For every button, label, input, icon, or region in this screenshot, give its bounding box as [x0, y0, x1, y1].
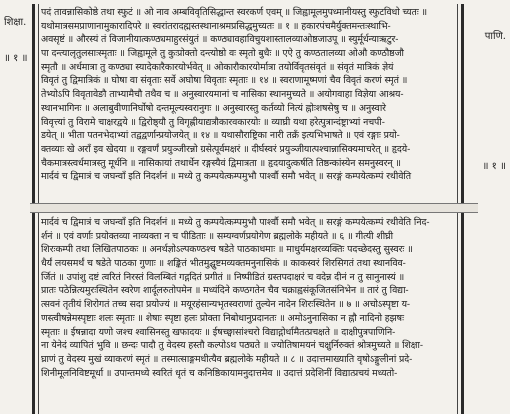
text-line: पा दन्त्यालृतुलसाःस्मृताः ॥ जिह्वामूले तु कुःप्रोक्तो दन्त्योष्ठो वः स्मृतो बुधैः ॥ एऐ तु कण्ठतालव्या ओऔ कण्ठौष्ठजौ	[41, 48, 404, 60]
lower-text-block	[41, 216, 455, 414]
text-line: घ्राणं तु वेदस्य मुखं व्याकरणं स्मृतं ॥ तस्मात्साङ्गमधीत्यैव ब्रह्मलोके महीयते ॥ ८ ॥ उदात्तमाख्याति वृषोऽङ्गुलीनां प्रदे-	[41, 353, 413, 365]
text-line: पदं तावन्नासिकोष्ठे तथा स्फुटं ॥ ओ नाव अम्बविवृतिसिद्धान्त स्वरकर्ण एवम् ॥ जिह्वामूलमुपध्मानीयस्तु स्फुटविधो च्यतः ॥	[41, 7, 428, 18]
right-margin-title: पाणि.	[484, 31, 506, 42]
text-line: शिरःकम्पी तथा लिखितपाठकः ॥ अनर्थज्ञोऽल्पकण्ठश्च षडेते पाठकाधमाः ॥ माधुर्यमक्षरव्यक्तिः पदच्छेदस्तु सुस्वरः ॥	[41, 244, 413, 256]
text-line: धैर्यं लयसमर्थं च षडेते पाठका गुणाः ॥ शङ्कितं भीतमुद्घुष्टमव्यक्तमनुनासिकं ॥ काकस्वरं शिरसिगतं तथा स्थानविव-	[41, 258, 406, 270]
upper-text-block	[41, 6, 455, 206]
right-margin-page-number: ॥ १ ॥	[482, 161, 506, 172]
text-line: अवसृष्टं ॥ औरस्यं तं विजानीयात्कण्ठ्यमाहुरसंयुतं ॥ कण्ठ्यावहाविचुयशास्तालव्याओष्ठजाउपू ॥ स्युर्मूर्धन्याऋटुर-	[41, 34, 399, 46]
text-line: त्सवनं तृतीयं शिरोगतं तच्च सदा प्रयोज्यं ॥ मयूरहंसान्यभृतस्वराणां तुल्येन नादेन शिरःस्थितेन ॥ ७ ॥ अचोऽस्पृष्टा य-	[41, 299, 411, 311]
text-line	[41, 184, 455, 198]
text-line: स्मृताः ॥ ईषन्नादा यणो जश्च श्वासिनस्तु खफादयः ॥ ईषच्छ्वासांश्चरो विद्याद्गोर्धामैतत्प्रचक्षते ॥ दाक्षीपुत्रपाणिनि-	[41, 326, 396, 338]
text-line: र्शनं ॥ एवं वर्णाः प्रयोक्तव्या नाव्यक्ता न च पीडिताः ॥ सम्यग्वर्णप्रयोगेण ब्रह्मलोके महीयते ॥ ६ ॥ गीत्यी शीघ्री	[41, 230, 393, 242]
text-line: चैकमात्रस्त्वर्धमात्रस्तु मूर्धनि ॥ नासिकायां तथार्धेन रङ्गस्यैवं द्विमात्रता ॥ हृदयादुत्कर्षति तिष्ठन्कांस्येन समनुस्वरन् ॥	[41, 157, 401, 169]
text-line: डयेत् ॥ भीता पतनभेदाभ्यां तद्वद्वर्णान्प्रयोजयेत् ॥ १४ ॥ यथासौराष्ट्रिका नारी तक्रँ इत्यभिभाषते ॥ एवं रङ्गाः प्रयो-	[41, 130, 400, 142]
text-line: मार्दवं च द्विमात्रं च जघन्वाँ इति निदर्शनं ॥ मध्ये तु कम्पयेत्कम्पमुभौ पार्श्वौ समौ भवेत् ॥ सरङ्गं कम्पयेत्कम्पं रथीवेति	[41, 171, 412, 183]
text-line: मार्दवं च द्विमात्रं च जघन्वाँ इति निदर्शनं ॥ मध्ये तु कम्पयेत्कम्पमुभौ पार्श्वौ समौ भवेत् ॥ सरङ्गं कम्पयेत्कम्पं रथीवेति निद-	[41, 217, 430, 228]
text-line: णस्त्वीषन्नेमस्पृष्टाः शलः स्मृताः ॥ शेषाः स्पृष्टा हलः प्रोक्ता निबोधानुप्रदानतः ॥ अमोऽनुनासिका न ह्नौ नादिनो हझषः	[41, 312, 404, 324]
text-line: यथोमात्रसमप्राणानामुकारादिपरे ॥ स्वरांतरादह्मस्तस्थानाश्रमप्रसिद्धमुच्यतः ॥ १ ॥ हकारपंचमैर्युक्तमन्तःस्थाभि-	[41, 20, 391, 32]
text-line: विवृत्त्यां तु विरामे चाक्षरद्वये ॥ द्विरोष्ठ्यौ तु विगृह्णीयाद्यत्रौकारवकारयोः ॥ व्याघ्री यथा हरेत्पुत्रान्दंष्ट्राभ्यां नचपी-	[41, 116, 385, 128]
text-line: शिनीमूलनिविष्टमूर्धा ॥ उपान्तमध्ये स्वरितं धृतं च कनिष्ठिकायामनुदात्तमेव ॥ उदात्तं प्रदेशिनीं विद्यात्प्रचयं मध्यतो-	[41, 367, 398, 379]
left-margin-title: शिक्षा.	[4, 17, 27, 28]
page-divider	[30, 203, 478, 213]
left-margin-page-number: ॥ १ ॥	[4, 53, 28, 64]
text-line: तेभ्योऽपि विवृतावेङौ ताभ्यामैचौ तथैव च ॥ अनुस्वारयमानां च नासिका स्थानमुच्यते ॥ अयोगवाहा विज्ञेया आश्रय-	[41, 89, 404, 101]
text-line: प्रातः पठेन्नित्यमुरःस्थितेन स्वरेण शार्दूलरुतोपमेन ॥ मध्यंदिने कण्ठगतेन चैव चक्राह्वसंकूजितसंनिभेन ॥ तारं तु विद्या-	[41, 285, 409, 297]
text-line: क्तव्याः खे अराँ इव खेदया ॥ रङ्गवर्णं प्रयुञ्जीरन्नो ग्रसेत्पूर्वमक्षरं ॥ दीर्घस्वरं प्रयुञ्जीयात्पश्चान्नासिक्यमाचरेत् ॥ हृदये-	[41, 143, 411, 155]
text-line: र्जितं ॥ उपांशु दष्टं त्वरितं निरस्तं विलम्बितं गद्गदितं प्रगीतं ॥ निष्पीडितं ग्रस्तपदाक्षरं च वदेन्न दीनं न तु सानुनास्यं ॥	[41, 271, 405, 283]
text-line: ना येनेदं व्यापितं भुवि ॥ छन्दः पादौ तु वेदस्य हस्तौ कल्पोऽथ पठ्यते ॥ ज्योतिषामयनं चक्षुर्निरुक्तं श्रोत्रमुच्यते ॥ शिक्षा-	[41, 340, 423, 352]
text-line: स्मृतौ ॥ अर्धमात्रा तु कण्ठ्या स्यादेकारैकारयोर्भवेत् ॥ ओकारौकारयोर्मात्रा तयोर्विवृतसंवृतं ॥ संवृतं मात्रिकं ज्ञेयं	[41, 61, 394, 73]
text-line: स्थानभागिनः ॥ अलाबुवीणानिर्घोषो दन्तमूल्यस्वरानुगः ॥ अनुस्वारस्तु कर्तव्यो नित्यं ह्नोःशषसेषु च ॥ अनुस्वारे	[41, 102, 386, 114]
text-line: विवृतं तु द्विमात्रिकं ॥ घोषा वा संवृताः सर्वे अघोषा विवृताः स्मृताः ॥ १४ ॥ स्वराणामूष्मणां चैव विवृतं करणं स्मृतं ॥	[41, 75, 408, 87]
left-margin	[0, 0, 32, 414]
